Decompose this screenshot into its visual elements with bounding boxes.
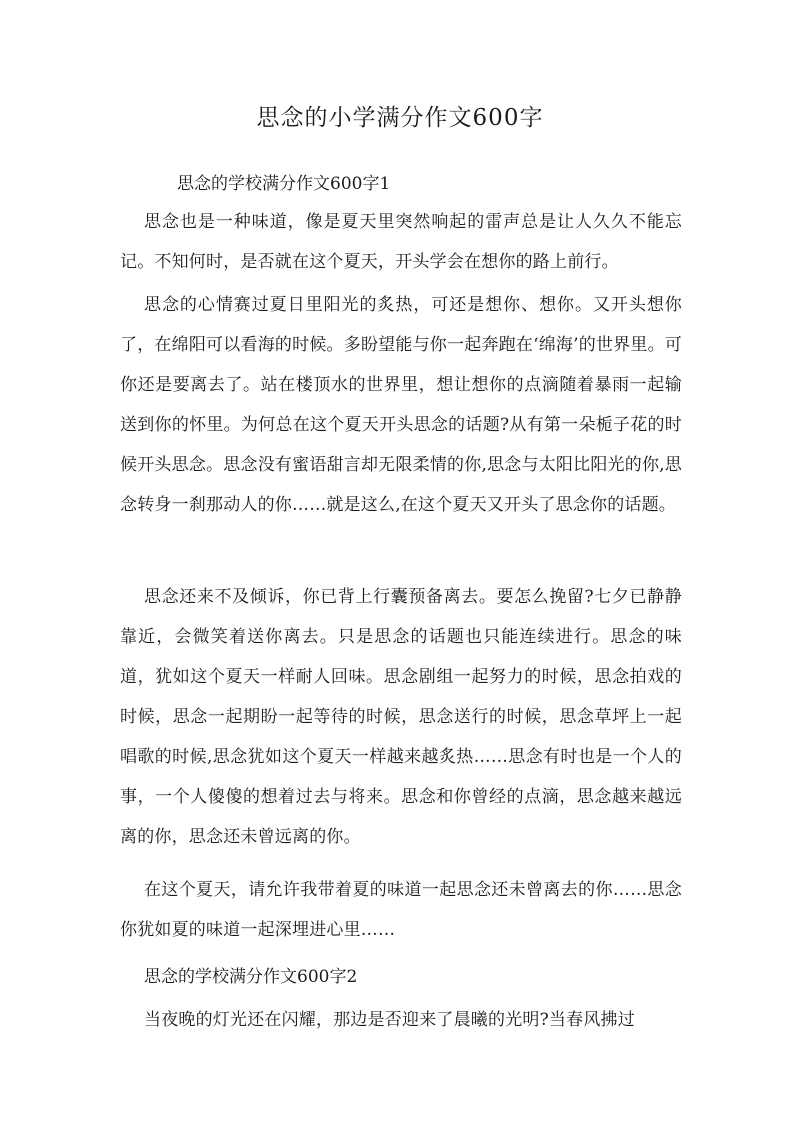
paragraph-3: 思念还来不及倾诉，你已背上行囊预备离去。要怎么挽留?七夕已静静靠近，会微笑着送你离去。只是思念的话题也只能连续进行。思念的味道，犹如这个夏天一样耐人回味。思念剧组一起努力的时候，思念拍戏的时候，思念一起期盼一起等待的时候，思念送行的时候，思念草坪上一起唱歌的时候,思念犹如这个夏天一样越来越炙热……思念有时也是一个人的事，一个人傻傻的想着过去与将来。思念和你曾经的点滴，思念越来越远离的你，思念还未曾远离的你。 — [120, 587, 682, 847]
section-heading-1: 思念的学校满分作文600字1 — [177, 174, 391, 194]
paragraph-2: 思念的心情赛过夏日里阳光的炙热，可还是想你、想你。又开头想你了，在绵阳可以看海的时候。多盼望能与你一起奔跑在‘绵海’的世界里。可你还是要离去了。站在楼顶水的世界里，想让想你的点滴随着暴雨一起输送到你的怀里。为何总在这个夏天开头思念的话题?从有第一朵栀子花的时候开头思念。思念没有蜜语甜言却无限柔情的你,思念与太阳比阳光的你,思念转身一刹那动人的你……就是这么,在这个夏天又开头了思念你的话题。 — [120, 295, 682, 515]
paragraph-5: 当夜晚的灯光还在闪耀，那边是否迎来了晨曦的光明?当春风拂过 — [144, 1010, 635, 1030]
paragraph-1: 思念也是一种味道，像是夏天里突然响起的雷声总是让人久久不能忘记。不知何时，是否就在这个夏天，开头学会在想你的路上前行。 — [120, 212, 682, 272]
document-title: 思念的小学满分作文600字 — [256, 105, 544, 131]
section-heading-2: 思念的学校满分作文600字2 — [144, 967, 358, 987]
paragraph-4: 在这个夏天，请允许我带着夏的味道一起思念还未曾离去的你……思念你犹如夏的味道一起深埋进心里…… — [120, 880, 682, 940]
